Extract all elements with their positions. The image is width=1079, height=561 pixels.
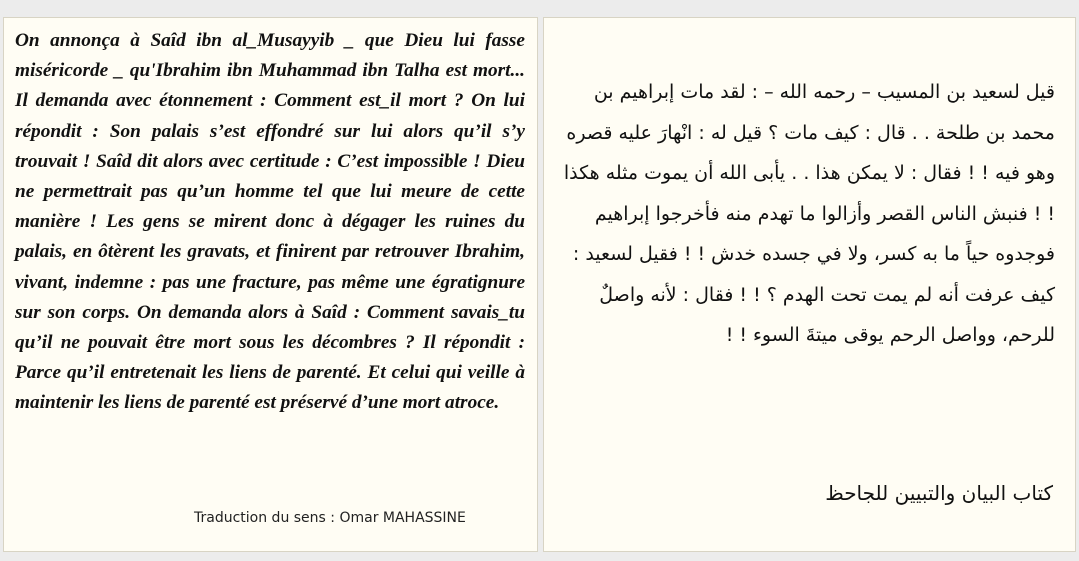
arabic-original-text: قيل لسعيد بن المسيب – رحمه الله – : لقد مات إبراهيم بن محمد بن طلحة . . قال : كيف مات ؟ قيل له : انْهارَ عليه قصره وهو فيه ! ! فقال : لا يمكن هذا . . يأبى الله أن يموت مثله هكذا ! ! فنبش الناس القصر وأزالوا ما تهدم منه فأخرجوا إبراهيم فوجدوه حياً ما به كسر، ولا في جسده خدش ! ! فقيل لسعيد : كيف عرفت أنه لم يمت تحت الهدم ؟ ! ! فقال : لأنه واصلٌ للرحم، وواصل الرحم يوقى ميتةَ السوء ! !	[563, 81, 1055, 346]
translation-credit: Traduction du sens : Omar MAHASSINE	[194, 510, 466, 526]
arabic-original-panel	[543, 17, 1076, 552]
french-translation-text: On annonça à Saîd ibn al_Musayyib _ que Dieu lui fasse miséricorde _ qu'Ibrahim ibn Muhammad ibn Talha est mort... Il demanda avec étonnement : Comment est_il mort ? On lui répondit : Son palais s’est effondré sur lui alors qu’il s’y trouvait ! Saîd dit alors avec certitude : C’est impossible ! Dieu ne permettrait pas qu’un homme tel que lui meure de cette manière ! Les gens se mirent donc à dégager les ruines du palais, en ôtèrent les gravats, et finirent par retrouver Ibrahim, vivant, indemne : pas une fracture, pas même une égratignure sur son corps. On demanda alors à Saîd : Comment savais_tu qu’il ne pouvait être mort sous les décombres ? Il répondit : Parce qu’il entretenait les liens de parenté. Et celui qui veille à maintenir les liens de parenté est préservé d’une mort atroce.	[15, 30, 525, 414]
french-translation-panel	[3, 17, 538, 552]
arabic-source-citation: كتاب البيان والتبيين للجاحظ	[825, 481, 1053, 505]
